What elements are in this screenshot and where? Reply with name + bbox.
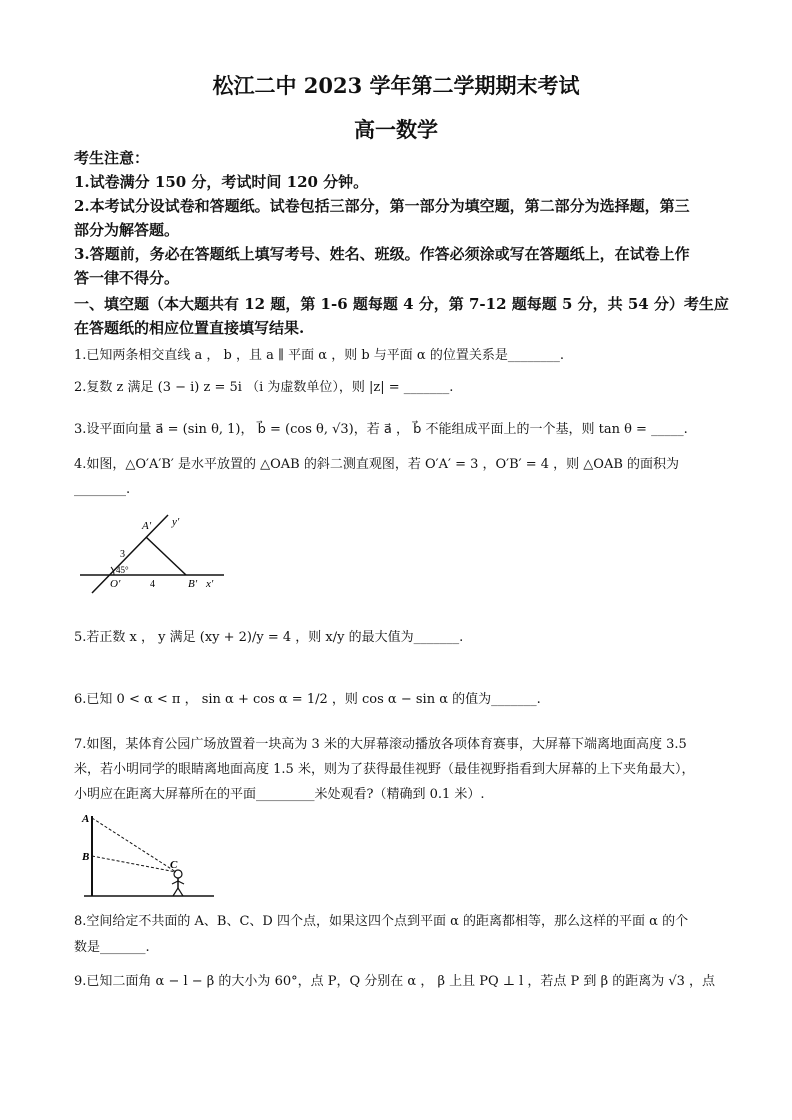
question-9: 9.已知二面角 α − l − β 的大小为 60°，点 P，Q 分别在 α ， β 上且 PQ ⊥ l ，若点 P 到 β 的距离为 √3 ，点 bbox=[74, 974, 716, 989]
oblique-triangle-figure bbox=[74, 505, 224, 600]
label-angle-45: 45° bbox=[116, 565, 129, 575]
label-side-4: 4 bbox=[150, 579, 155, 590]
exam-title: 松江二中 2023 学年第二学期期末考试 bbox=[212, 73, 580, 98]
question-5: 5.若正数 x ， y 满足 (xy + 2)/y = 4 ，则 x/y 的最大值为_______. bbox=[74, 630, 464, 645]
question-2: 2.复数 z 满足 (3 − i) z = 5i （i 为虚数单位），则 |z| = _______. bbox=[74, 380, 454, 395]
question-4a: 4.如图，△O′A′B′ 是水平放置的 △OAB 的斜二测直观图，若 O′A′ = 3 ，O′B′ = 4 ，则 △OAB 的面积为 bbox=[74, 457, 680, 472]
question-8a: 8.空间给定不共面的 A、B、C、D 四个点，如果这四个点到平面 α 的距离都相等，那么这样的平面 α 的个 bbox=[74, 914, 689, 929]
question-3: 3.设平面向量 a⃗ = (sin θ, 1)， b⃗ = (cos θ, √3)，若 a⃗ ， b⃗ 不能组成平面上的一个基，则 tan θ = _____. bbox=[74, 422, 688, 437]
question-7c: 小明应在距离大屏幕所在的平面_________米处观看?（精确到 0.1 米）. bbox=[74, 787, 485, 802]
notice-heading: 考生注意： bbox=[74, 149, 150, 167]
question-7b: 米，若小明同学的眼睛离地面高度 1.5 米，则为了获得最佳视野（最佳视野指看到大屏幕的上下夹角最大）， bbox=[74, 762, 695, 777]
label-a-prime: A′ bbox=[142, 520, 152, 532]
section-heading-a: 一、填空题（本大题共有 12 题，第 1-6 题每题 4 分，第 7-12 题每题 5 分，共 54 分）考生应 bbox=[74, 295, 729, 313]
screen-viewing-figure bbox=[76, 808, 216, 900]
label-b-prime: B′ bbox=[188, 578, 198, 590]
notice-item-2b: 部分为解答题。 bbox=[74, 221, 180, 239]
label-point-c: C bbox=[170, 859, 178, 871]
question-6: 6.已知 0 < α < π ， sin α + cos α = 1/2 ，则 cos α − sin α 的值为_______. bbox=[74, 692, 541, 707]
question-4b: ________. bbox=[74, 482, 131, 497]
notice-item-2a: 2.本考试分设试卷和答题纸。试卷包括三部分，第一部分为填空题，第二部分为选择题，第三 bbox=[74, 197, 690, 215]
label-x-prime: x′ bbox=[206, 578, 214, 590]
label-o-prime: O′ bbox=[110, 578, 121, 590]
notice-item-3a: 3.答题前，务必在答题纸上填写考号、姓名、班级。作答必须涂或写在答题纸上，在试卷上作 bbox=[74, 245, 690, 263]
section-heading-b: 在答题纸的相应位置直接填写结果. bbox=[74, 319, 305, 337]
exam-subject: 高一数学 bbox=[354, 117, 438, 142]
label-point-a: A bbox=[82, 813, 90, 825]
label-side-3: 3 bbox=[120, 549, 125, 560]
label-y-prime: y′ bbox=[172, 516, 180, 528]
notice-item-3b: 答一律不得分。 bbox=[74, 269, 180, 287]
question-8b: 数是_______. bbox=[74, 940, 150, 955]
notice-item-1: 1.试卷满分 150 分，考试时间 120 分钟。 bbox=[74, 173, 369, 191]
question-1: 1.已知两条相交直线 a ， b ，且 a ∥ 平面 α ，则 b 与平面 α 的位置关系是________. bbox=[74, 348, 564, 363]
label-point-b: B bbox=[82, 851, 90, 863]
question-7a: 7.如图，某体育公园广场放置着一块高为 3 米的大屏幕滚动播放各项体育赛事，大屏幕下端离地面高度 3.5 bbox=[74, 737, 687, 752]
